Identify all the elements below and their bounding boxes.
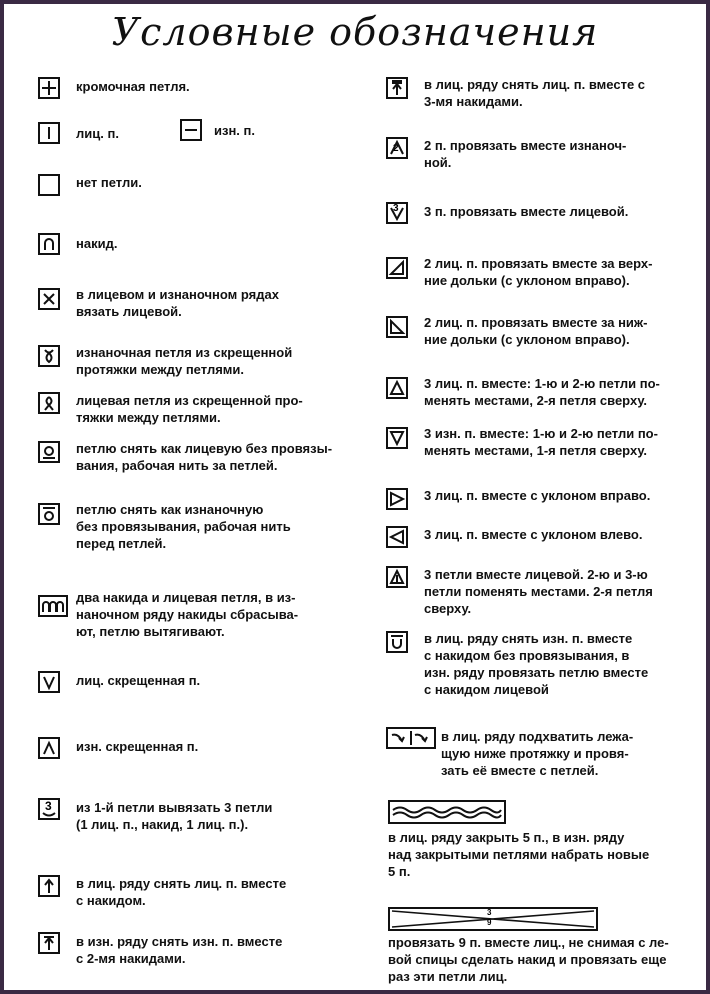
- double-yarn-over-icon: [38, 595, 68, 617]
- k3-swap23-text: 3 петли вместе лицевой. 2-ю и 3-ю петли поменять местами. 2-я петля сверху.: [424, 567, 653, 616]
- purl-stitch-icon: [180, 119, 202, 141]
- k3-left-text: 3 лиц. п. вместе с уклоном влево.: [424, 527, 643, 542]
- three-from-one-icon: [38, 798, 60, 820]
- page-title: Условные обозначения: [111, 10, 599, 54]
- k2tog-front-text: 2 лиц. п. провязать вместе за верх- ние дольки (с уклоном вправо).: [424, 256, 653, 288]
- knit-tbl-icon: [38, 671, 60, 693]
- three-from-one-number: 3: [45, 799, 52, 813]
- slip-purl-2yo-icon: [38, 932, 60, 954]
- nine-together-text: провязать 9 п. вместе лиц., не снимая с ле- вой спицы сделать накид и провязать еще раз эти петли лиц.: [388, 935, 669, 984]
- k3-right-text: 3 лиц. п. вместе с уклоном вправо.: [424, 488, 651, 503]
- knit-stitch-icon: [38, 122, 60, 144]
- double-yarn-over-text: два накида и лицевая петля, в из- наночном ряду накиды сбрасыва- ют, петлю вытягивают.: [76, 590, 299, 639]
- slip-purl-yo-text: в лиц. ряду снять изн. п. вместе с накидом без провязывания, в изн. ряду провязать петлю вместе с накидом лицевой: [424, 631, 649, 697]
- knit-crossed-text: лицевая петля из скрещенной про- тяжки между петлями.: [76, 393, 303, 425]
- k2tog-back-text: 2 лиц. п. провязать вместе за ниж- ние дольки (с уклоном вправо).: [424, 315, 648, 347]
- slip-with-yo-text: в лиц. ряду снять лиц. п. вместе с накидом.: [76, 876, 287, 908]
- empty-square-icon: [38, 174, 60, 196]
- k3tog-text: 3 п. провязать вместе лицевой.: [424, 204, 629, 219]
- knit-crossed-icon: [38, 392, 60, 414]
- pickup-bar-text: в лиц. ряду подхватить лежа- щую ниже протяжку и провя- зать её вместе с петлей.: [441, 729, 634, 778]
- knit-tbl-text: лиц. скрещенная п.: [76, 673, 201, 688]
- k3-right-icon: [386, 488, 408, 510]
- slip-purlwise-text: петлю снять как изнаночную без провязывания, рабочая нить перед петлей.: [76, 502, 291, 551]
- k3-left-icon: [386, 526, 408, 548]
- slip-purl-2yo-text: в изн. ряду снять изн. п. вместе с 2-мя накидами.: [76, 934, 283, 966]
- k2tog-back-icon: [386, 316, 408, 338]
- k3-swap-text: 3 лиц. п. вместе: 1-ю и 2-ю петли по- менять местами, 2-я петля сверху.: [424, 376, 660, 408]
- purl-crossed-text: изнаночная петля из скрещенной протяжки между петлями.: [76, 345, 293, 377]
- slip-purl-yo-icon: [386, 631, 408, 653]
- slip-knit-3yo-text: в лиц. ряду снять лиц. п. вместе с 3-мя накидами.: [424, 77, 646, 109]
- purl-tbl-icon: [38, 737, 60, 759]
- cross-icon: [38, 288, 60, 310]
- legend-page: [4, 4, 706, 990]
- bind-off-text: в лиц. ряду закрыть 5 п., в изн. ряду над закрытыми петлями набрать новые 5 п.: [388, 830, 650, 879]
- knit-stitch-text: лиц. п.: [76, 126, 119, 141]
- purl-stitch-text: изн. п.: [214, 123, 255, 138]
- slip-knitwise-text: петлю снять как лицевую без провязы- вания, рабочая нить за петлей.: [76, 441, 333, 473]
- purl-crossed-icon: [38, 345, 60, 367]
- k3-swap23-icon: [386, 566, 408, 588]
- garter-text: в лицевом и изнаночном рядах вязать лицевой.: [76, 287, 279, 319]
- nine-together-icon: [388, 907, 598, 931]
- three-from-one-text: из 1-й петли вывязать 3 петли (1 лиц. п., накид, 1 лиц. п.).: [76, 800, 273, 832]
- p3-swap-icon: [386, 427, 408, 449]
- purl-tbl-text: изн. скрещенная п.: [76, 739, 199, 754]
- edge-stitch-text: кромочная петля.: [76, 79, 190, 94]
- yarn-over-text: накид.: [76, 236, 118, 251]
- k2tog-front-icon: [386, 257, 408, 279]
- slip-purlwise-icon: [38, 503, 60, 525]
- p2tog-text: 2 п. провязать вместе изнаноч- ной.: [424, 138, 627, 170]
- k3-swap-icon: [386, 377, 408, 399]
- k3tog-icon: [386, 202, 408, 224]
- bind-off-wave-icon: [388, 800, 506, 824]
- plus-icon: [38, 77, 60, 99]
- slip-knitwise-icon: [38, 441, 60, 463]
- nine-together-fraction: 3 9: [487, 908, 492, 927]
- slip-knit-3yo-icon: [386, 77, 408, 99]
- yarn-over-icon: [38, 233, 60, 255]
- slip-with-yo-icon: [38, 875, 60, 897]
- pickup-bar-icon: [386, 727, 436, 749]
- p2tog-icon: [386, 137, 408, 159]
- p2tog-number: 2: [393, 143, 399, 154]
- no-stitch-text: нет петли.: [76, 175, 142, 190]
- p3-swap-text: 3 изн. п. вместе: 1-ю и 2-ю петли по- менять местами, 1-я петля сверху.: [424, 426, 658, 458]
- k3tog-number: 3: [393, 203, 399, 214]
